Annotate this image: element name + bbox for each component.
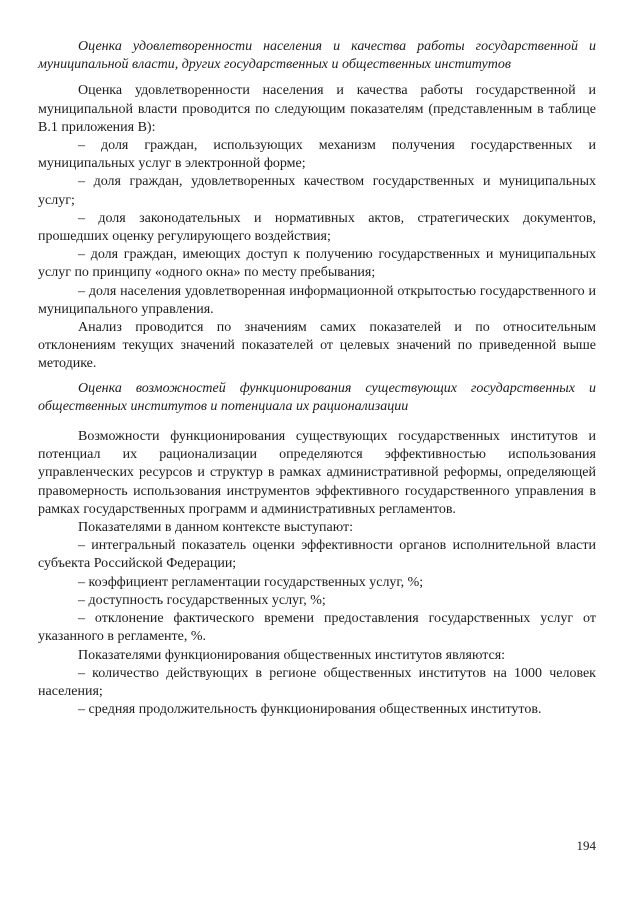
list-item: – доля граждан, использующих механизм получения государственных и муниципальных услуг в электронной форме; [38, 138, 596, 172]
page-number: 194 [576, 838, 596, 853]
list-item: – доля граждан, удовлетворенных качеством государственных и муниципальных услуг; [38, 174, 596, 208]
list-item: – доступность государственных услуг, %; [78, 592, 326, 608]
list-item: – количество действующих в регионе общественных институтов на 1000 человек населения; [38, 665, 596, 699]
list-item: – доля населения удовлетворенная информационной открытостью государственного и муниципального управления. [38, 283, 596, 317]
section-heading-institutions: Оценка возможностей функционирования существующих государственных и общественных институтов и потенциала их рационализации [38, 380, 596, 414]
paragraph-analysis: Анализ проводится по значениям самих показателей и по относительным отклонениям текущих значений показателей от целевых значений по приведенной выше методике. [38, 320, 596, 372]
list-item: – отклонение фактического времени предоставления государственных услуг от указанного в регламенте, %. [38, 611, 596, 645]
paragraph-institutions-intro: Возможности функционирования существующих государственных институтов и потенциал их рационализации определяются эффективностью использования управленческих ресурсов и структур в рамках административной реформы, определяющей правомерность использования инструментов эффективного государственного управления в рамках государственных программ и административных регламентов. [38, 429, 596, 517]
list-item: – интегральный показатель оценки эффективности органов исполнительной власти субъекта Российской Федерации; [38, 538, 596, 572]
list-item: – средняя продолжительность функционирования общественных институтов. [78, 702, 542, 718]
list-item: – коэффициент регламентации государственных услуг, %; [78, 574, 424, 590]
list-item: – доля граждан, имеющих доступ к получению государственных и муниципальных услуг по принципу «одного окна» по месту пребывания; [38, 247, 596, 281]
list-item: – доля законодательных и нормативных актов, стратегических документов, прошедших оценку регулирующего воздействия; [38, 210, 596, 245]
paragraph-indicators-lead: Показателями в данном контексте выступают: [78, 520, 353, 536]
section-heading-satisfaction: Оценка удовлетворенности населения и качества работы государственной и муниципальной власти, других государственных и общественных институтов [38, 39, 596, 73]
paragraph-public-institutions-lead: Показателями функционирования общественных институтов являются: [78, 647, 506, 663]
document-page [38, 38, 596, 719]
paragraph-satisfaction-intro: Оценка удовлетворенности населения и качества работы государственной и муниципальной власти проводится по следующим показателям (представленным в таблице В.1 приложения В): [38, 83, 596, 135]
